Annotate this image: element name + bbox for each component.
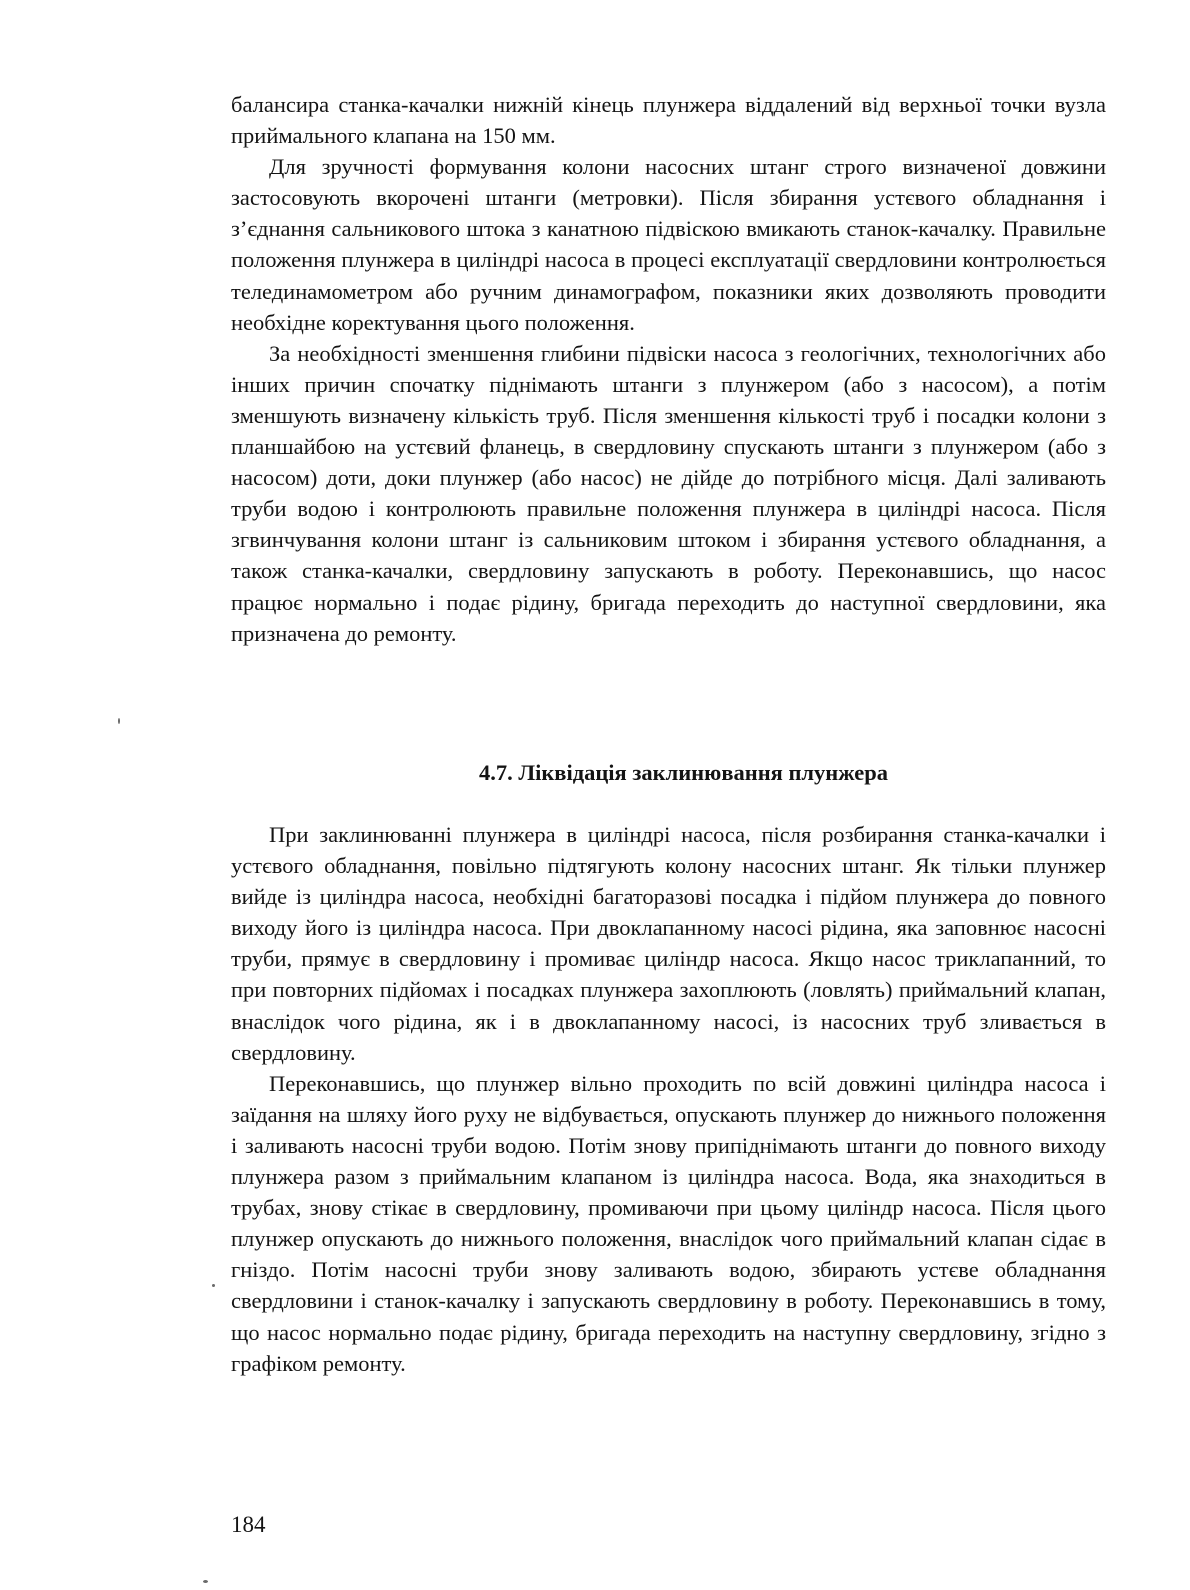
scan-speck-mark [203,1580,208,1583]
section-heading: 4.7. Ліквідація заклинювання плунжера [478,760,889,785]
paragraph-continuation: балансира станка-качалки нижній кінець плунжера віддалений від верхньої точки вузла приймального клапана на 150 мм. [231,92,1106,149]
page-number: 184 [231,1512,266,1537]
scan-speck-mark [212,1284,215,1287]
paragraph-plunger-release: Переконавшись, що плунжер вільно проходить по всій довжині циліндра насоса і заїдання на шляху його руху не відбувається, опускають плунжер до нижнього положення і заливають насосні труби водою. Потім знову припіднімають штанги до повного виходу плунжера разом з приймальним клапаном із циліндра насоса. Вода, яка знаходиться в трубах, знову стікає в свердловину, промиваючи при цьому циліндр насоса. Після цього плунжер опускають до нижнього положення, внаслідок чого приймальний клапан сідає в гніздо. Потім насосні труби знову заливають водою, збирають устєве обладнання свердловини і станок-качалку і запускають свердловину в роботу. Переконавшись в тому, що насос нормально подає рідину, бригада переходить на наступну свердловину, згідно з графіком ремонту. [231,1070,1106,1376]
paragraph-metrovky: Для зручності формування колони насосних штанг строго визначеної довжини застосовують вкорочені штанги (метровки). Після збирання устєвого обладнання і з’єднання сальникового штока з канатною підвіскою вмикають станок-качалку. Правильне положення плунжера в циліндрі насоса в процесі експлуатації свердловини контролюється телединамометром або ручним динамографом, показники яких дозволяють проводити необхідне коректування цього положення. [231,154,1106,335]
body-text-bottom [231,819,1106,1379]
paragraph-pump-depth: За необхідності зменшення глибини підвіски насоса з геологічних, технологічних або інших причин спочатку піднімають штанги з плунжером (або з насосом), а потім зменшують визначену кількість труб. Після зменшення кількості труб і посадки колони з планшайбою на устєвий фланець, в свердловину спускають штанги з плунжером (або з насосом) доти, доки плунжер (або насос) не дійде до потрібного місця. Далі заливають труби водою і контролюють правильне положення плунжера в циліндрі насоса. Після згвинчування колони штанг із сальниковим штоком і збирання устєвого обладнання, а також станка-качалки, свердловину запускають в роботу. Переконавшись, що насос працює нормально і подає рідину, бригада переходить до наступної свердловини, яка призначена до ремонту. [231,340,1106,646]
paragraph-plunger-jamming: При заклинюванні плунжера в циліндрі насоса, після розбирання станка-качалки і устєвого обладнання, повільно підтягують колону насосних штанг. Як тільки плунжер вийде із циліндра насоса, необхідні багаторазові посадка і підйом плунжера до повного виходу його із циліндра насоса. При двоклапанному насосі рідина, яка заповнює насосні труби, прямує в свердловину і промиває циліндр насоса. Якщо насос триклапанний, то при повторних підйомах і посадках плунжера захоплюють (ловлять) приймальний клапан, внаслідок чого рідина, як і в двоклапанному насосі, із насосних труб зливається в свердловину. [231,822,1106,1065]
scan-speck-mark [118,718,120,724]
body-text-top [231,89,1106,649]
